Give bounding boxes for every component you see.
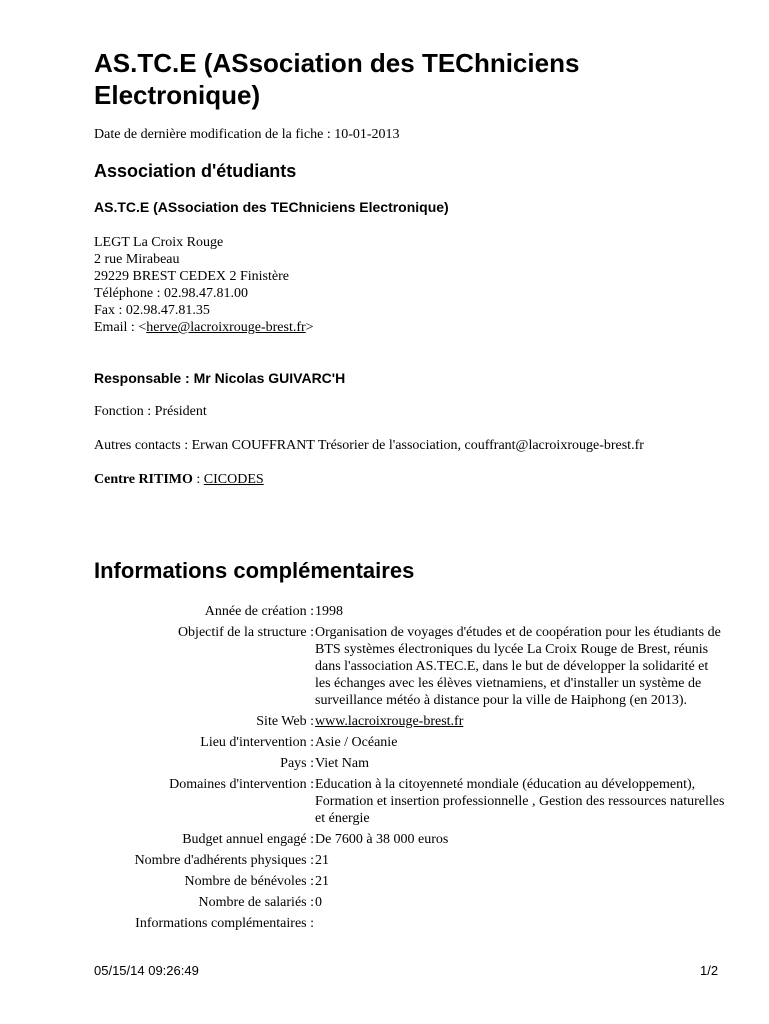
address-line-2: 2 rue Mirabeau <box>94 252 180 267</box>
info-label: Nombre de bénévoles : <box>184 874 314 889</box>
info-value: 21 <box>315 853 329 868</box>
info-row-objective <box>94 624 734 709</box>
info-label: Site Web : <box>256 714 314 729</box>
address-line-1: LEGT La Croix Rouge <box>94 235 224 250</box>
page-title: AS.TC.E (ASsociation des TEChniciens Electronique) <box>94 48 580 110</box>
phone-line: Téléphone : 02.98.47.81.00 <box>94 286 248 301</box>
info-label: Nombre de salariés : <box>198 895 314 910</box>
info-value: Asie / Océanie <box>315 735 398 750</box>
info-label: Nombre d'adhérents physiques : <box>134 853 314 868</box>
ritimo-separator: : <box>192 472 204 487</box>
info-label: Pays : <box>280 756 314 771</box>
other-contacts-line: Autres contacts : Erwan COUFFRANT Trésorier de l'association, couffrant@lacroixrouge-brest.fr <box>94 438 644 453</box>
address-block <box>94 234 314 336</box>
info-label: Budget annuel engagé : <box>182 832 314 847</box>
info-row-volunteers <box>94 873 734 890</box>
info-value: De 7600 à 38 000 euros <box>315 832 449 847</box>
info-table <box>94 603 734 936</box>
info-label: Lieu d'intervention : <box>200 735 314 750</box>
email-suffix: > <box>305 320 314 335</box>
info-value <box>314 713 725 730</box>
info-label: Informations complémentaires : <box>135 916 314 931</box>
info-label: Objectif de la structure : <box>177 625 314 640</box>
ritimo-line <box>94 472 264 488</box>
info-row-employees <box>94 894 734 911</box>
info-row-location <box>94 734 734 751</box>
info-value: 1998 <box>315 604 343 619</box>
info-value: Viet Nam <box>315 756 369 771</box>
organization-name: AS.TC.E (ASsociation des TEChniciens Electronique) <box>94 199 449 215</box>
last-modified-date: Date de dernière modification de la fiche : 10-01-2013 <box>94 127 400 142</box>
info-row-website <box>94 713 734 730</box>
ritimo-link[interactable]: CICODES <box>203 472 264 487</box>
email-prefix: Email : < <box>94 320 147 335</box>
page-number: 1/2 <box>700 963 719 978</box>
info-row-country <box>94 755 734 772</box>
info-heading: Informations complémentaires <box>94 558 415 583</box>
info-value <box>314 915 725 932</box>
info-row-additional <box>94 915 734 932</box>
info-row-members <box>94 852 734 869</box>
address-line-3: 29229 BREST CEDEX 2 Finistère <box>94 269 289 284</box>
responsable-line: Responsable : Mr Nicolas GUIVARC'H <box>94 370 346 386</box>
info-label: Domaines d'intervention : <box>169 777 314 792</box>
info-value: Education à la citoyenneté mondiale (éducation au développement), Formation et insertion professionnelle , Gestion des ressources naturelles et énergie <box>315 777 725 826</box>
info-row-creation-year <box>94 603 734 620</box>
structure-type-heading: Association d'étudiants <box>94 161 297 181</box>
info-value: 0 <box>315 895 322 910</box>
info-label: Année de création : <box>204 604 314 619</box>
info-value: 21 <box>315 874 329 889</box>
info-row-budget <box>94 831 734 848</box>
info-row-domains <box>94 776 734 827</box>
print-timestamp: 05/15/14 09:26:49 <box>94 963 199 978</box>
ritimo-label: Centre RITIMO <box>94 472 193 487</box>
info-value: Organisation de voyages d'études et de coopération pour les étudiants de BTS systèmes électroniques du lycée La Croix Rouge de Brest, réunis dans l'association AS.TEC.E, dans le but de développer la solidarité et les échanges avec les élèves vietnamiens, et d'installer un système de surveillance météo à distance pour la ville de Haiphong (en 2013). <box>315 625 721 708</box>
fonction-line: Fonction : Président <box>94 404 207 419</box>
website-link[interactable]: www.lacroixrouge-brest.fr <box>315 714 464 729</box>
email-link[interactable]: herve@lacroixrouge-brest.fr <box>146 320 306 335</box>
email-line <box>94 319 314 336</box>
fax-line: Fax : 02.98.47.81.35 <box>94 303 210 318</box>
